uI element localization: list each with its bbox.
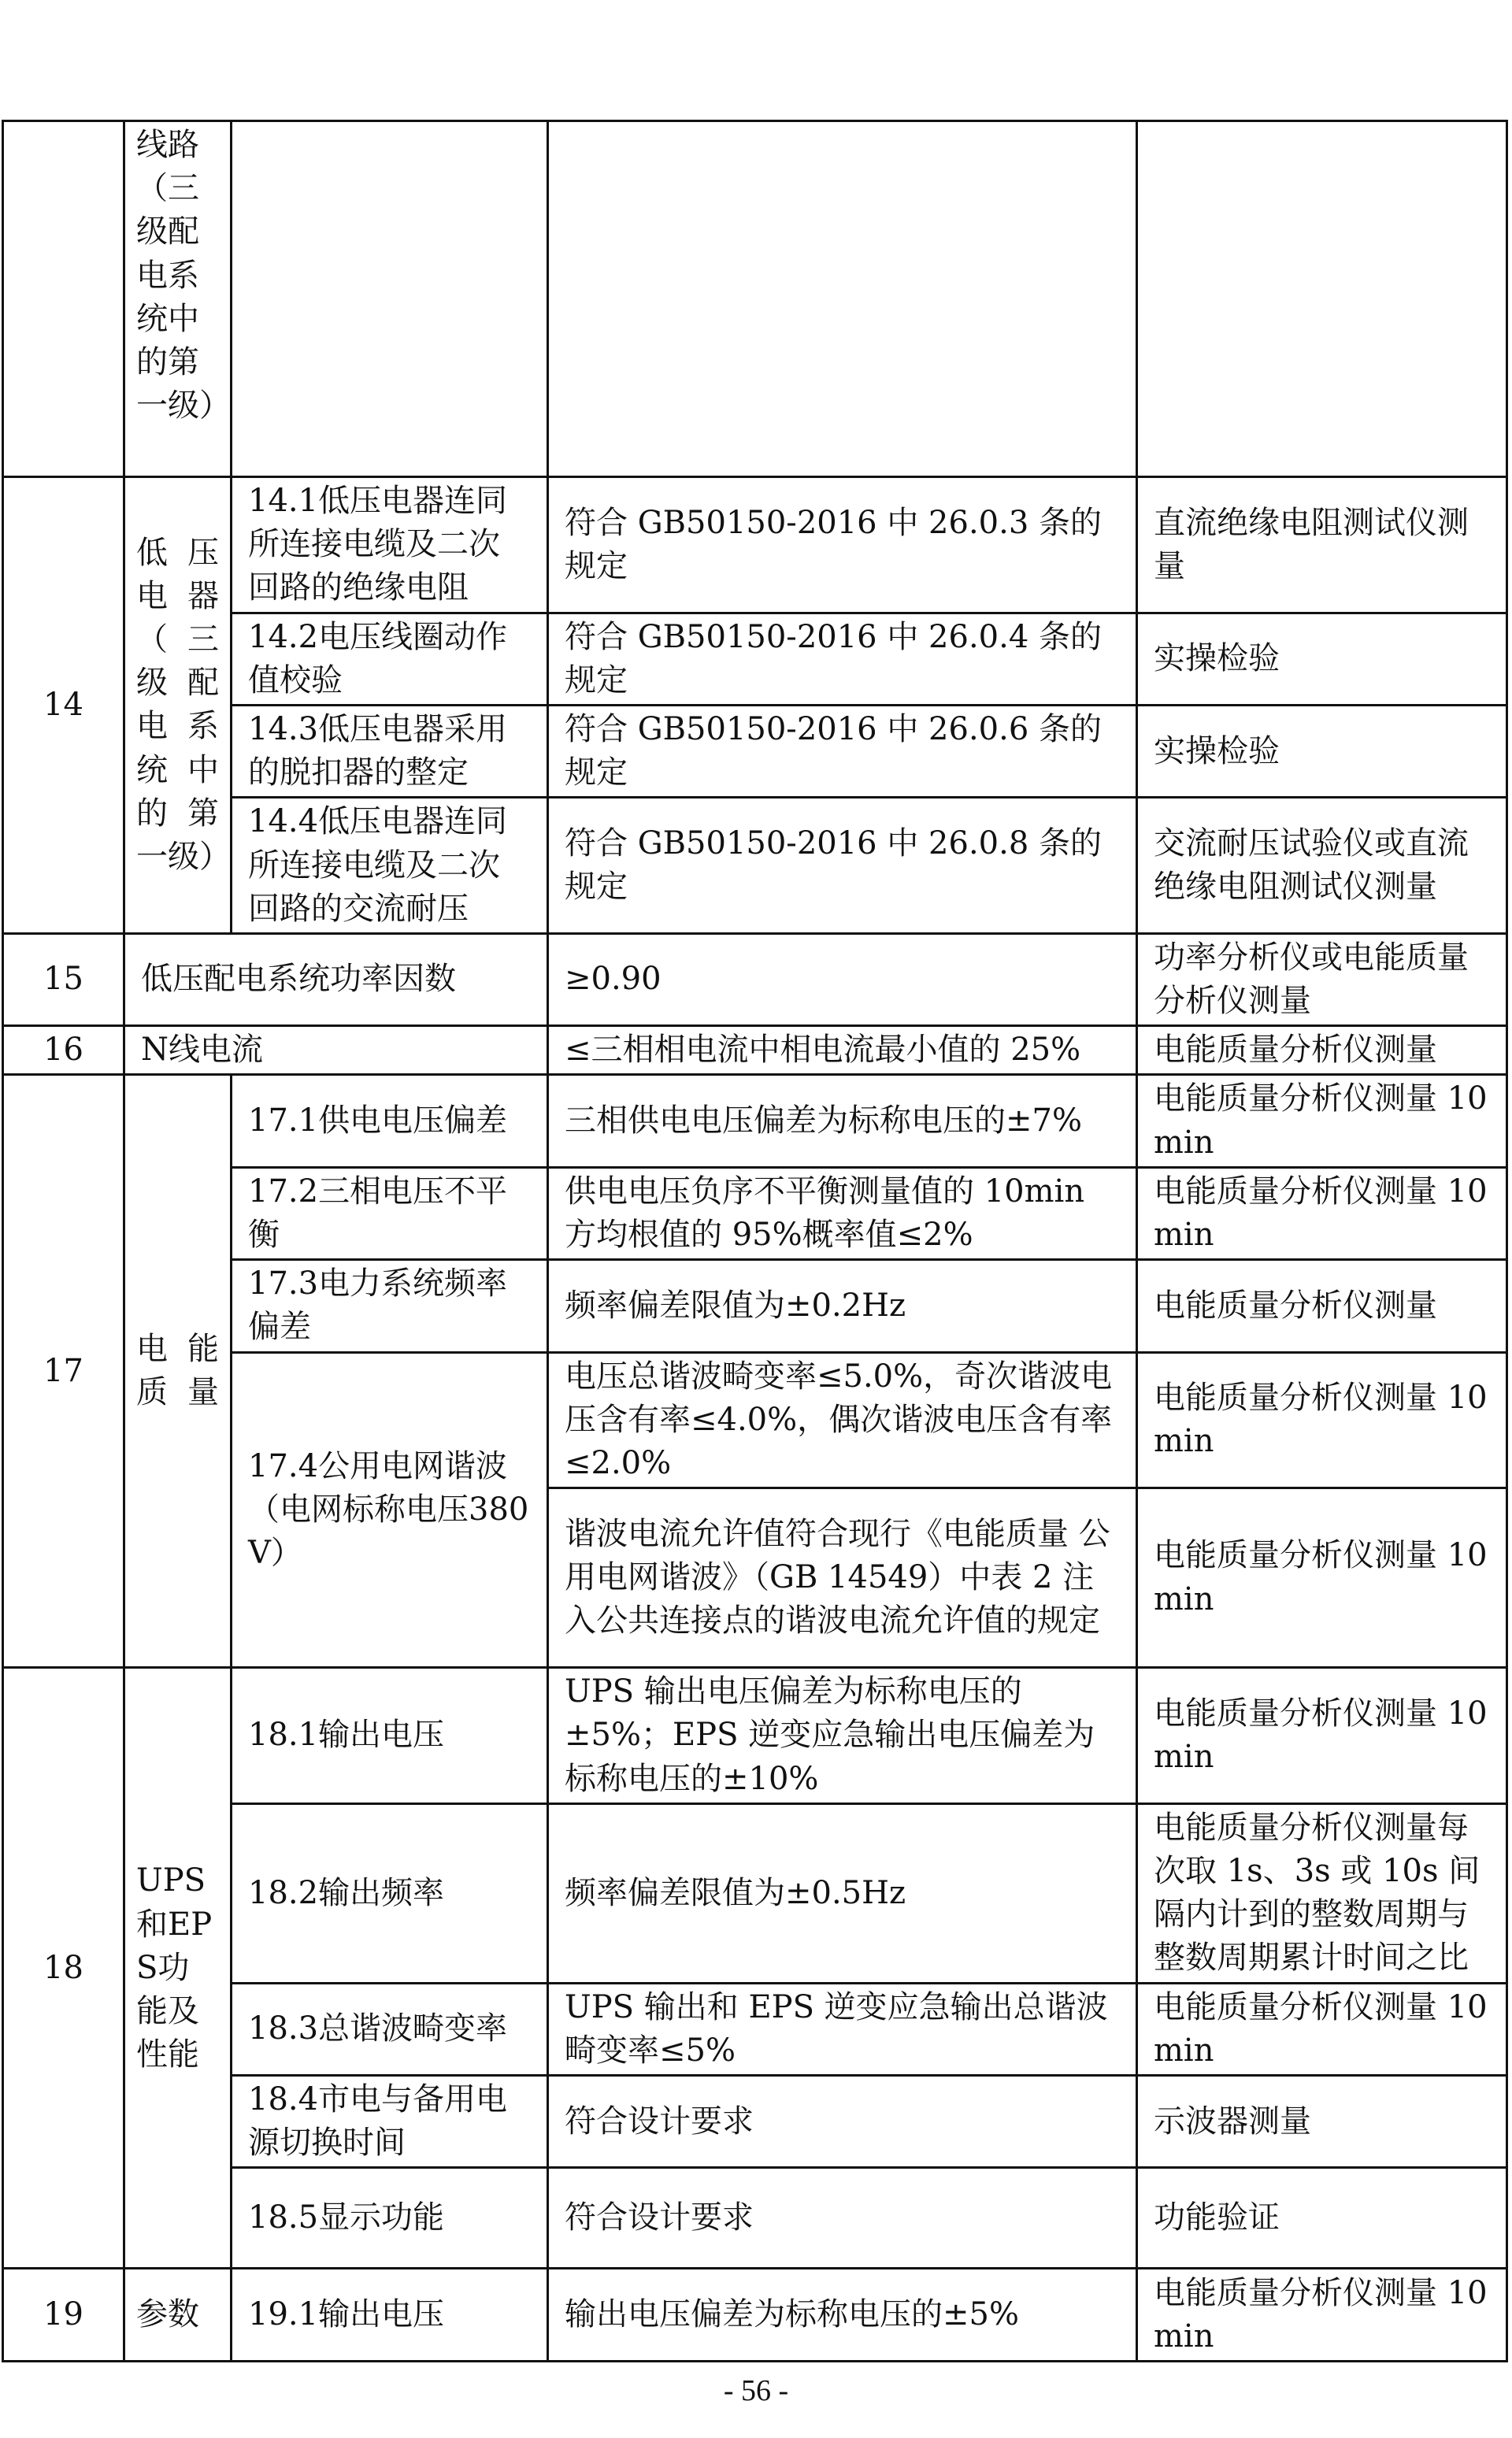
requirement-cell: 输出电压偏差为标称电压的±5% — [548, 2269, 1137, 2362]
item-cell: 17.3电力系统频率偏差 — [232, 1260, 548, 1352]
table-row — [3, 933, 1507, 1025]
method-cell: 电能质量分析仪测量 10min — [1137, 1488, 1507, 1668]
table-row — [3, 121, 1507, 477]
category-cell: 参数 — [124, 2269, 232, 2362]
table-row — [3, 477, 1507, 613]
method-cell: 功率分析仪或电能质量分析仪测量 — [1137, 933, 1507, 1025]
item-cell: 18.1输出电压 — [232, 1668, 548, 1804]
requirement-cell: 频率偏差限值为±0.2Hz — [548, 1260, 1137, 1352]
item-cell: 18.4市电与备用电源切换时间 — [232, 2076, 548, 2168]
requirement-cell: 三相供电电压偏差为标称电压的±7% — [548, 1075, 1137, 1167]
requirement-cell: 供电电压负序不平衡测量值的 10min 方均根值的 95%概率值≤2% — [548, 1167, 1137, 1259]
method-cell: 直流绝缘电阻测试仪测量 — [1137, 477, 1507, 613]
method-cell: 交流耐压试验仪或直流绝缘电阻测试仪测量 — [1137, 798, 1507, 934]
category-cell: 电能质量 — [124, 1075, 232, 1668]
method-cell: 电能质量分析仪测量 10min — [1137, 1983, 1507, 2075]
method-cell: 示波器测量 — [1137, 2076, 1507, 2168]
requirement-cell: 符合 GB50150-2016 中 26.0.4 条的规定 — [548, 613, 1137, 705]
table-row — [3, 1026, 1507, 1075]
method-cell — [1137, 121, 1507, 477]
method-cell: 电能质量分析仪测量 10min — [1137, 2269, 1507, 2362]
requirement-cell: 符合 GB50150-2016 中 26.0.3 条的规定 — [548, 477, 1137, 613]
requirement-cell: UPS 输出和 EPS 逆变应急输出总谐波畸变率≤5% — [548, 1983, 1137, 2075]
method-cell: 功能验证 — [1137, 2168, 1507, 2269]
item-cell: 18.5显示功能 — [232, 2168, 548, 2269]
item-cell: 18.3总谐波畸变率 — [232, 1983, 548, 2075]
requirement-cell: 电压总谐波畸变率≤5.0%，奇次谐波电压含有率≤4.0%，偶次谐波电压含有率≤2.0% — [548, 1352, 1137, 1488]
method-cell: 电能质量分析仪测量 10min — [1137, 1075, 1507, 1167]
requirement-cell: UPS 输出电压偏差为标称电压的±5%；EPS 逆变应急输出电压偏差为标称电压的±10% — [548, 1668, 1137, 1804]
requirement-cell: 符合 GB50150-2016 中 26.0.6 条的规定 — [548, 705, 1137, 797]
category-cell: UPS和EPS功能及性能 — [124, 1668, 232, 2269]
item-cell: N线电流 — [124, 1026, 548, 1075]
item-cell: 14.3低压电器采用的脱扣器的整定 — [232, 705, 548, 797]
method-cell: 实操检验 — [1137, 613, 1507, 705]
category-cell: 低压电器（三级配电系统中的第一级） — [124, 477, 232, 934]
table-row — [3, 2269, 1507, 2362]
row-number-cell: 18 — [3, 1668, 124, 2269]
category-cell: 线路（三级配电系统中的第一级） — [124, 121, 232, 477]
method-cell: 电能质量分析仪测量每次取 1s、3s 或 10s 间隔内计到的整数周期与整数周期累计时间之比 — [1137, 1803, 1507, 1983]
requirement-cell: ≤三相相电流中相电流最小值的 25% — [548, 1026, 1137, 1075]
item-cell: 14.4低压电器连同所连接电缆及二次回路的交流耐压 — [232, 798, 548, 934]
row-number-cell: 19 — [3, 2269, 124, 2362]
requirement-cell — [548, 121, 1137, 477]
row-number-cell: 15 — [3, 933, 124, 1025]
row-number-cell — [3, 121, 124, 477]
item-cell: 17.2三相电压不平衡 — [232, 1167, 548, 1259]
method-cell: 电能质量分析仪测量 10min — [1137, 1352, 1507, 1488]
item-cell: 18.2输出频率 — [232, 1803, 548, 1983]
item-cell: 17.1供电电压偏差 — [232, 1075, 548, 1167]
item-cell: 14.1低压电器连同所连接电缆及二次回路的绝缘电阻 — [232, 477, 548, 613]
page-number: - 56 - — [723, 2374, 789, 2407]
row-number-cell: 16 — [3, 1026, 124, 1075]
item-cell — [232, 121, 548, 477]
method-cell: 电能质量分析仪测量 — [1137, 1260, 1507, 1352]
requirement-cell: ≥0.90 — [548, 933, 1137, 1025]
requirement-cell: 符合 GB50150-2016 中 26.0.8 条的规定 — [548, 798, 1137, 934]
method-cell: 电能质量分析仪测量 10min — [1137, 1668, 1507, 1804]
method-cell: 电能质量分析仪测量 — [1137, 1026, 1507, 1075]
row-number-cell: 14 — [3, 477, 124, 934]
item-cell: 14.2电压线圈动作值校验 — [232, 613, 548, 705]
item-cell: 19.1输出电压 — [232, 2269, 548, 2362]
requirement-cell: 谐波电流允许值符合现行《电能质量 公用电网谐波》（GB 14549）中表 2 注入公共连接点的谐波电流允许值的规定 — [548, 1488, 1137, 1668]
row-number-cell: 17 — [3, 1075, 124, 1668]
item-cell: 低压配电系统功率因数 — [124, 933, 548, 1025]
table-row — [3, 1668, 1507, 1804]
method-cell: 电能质量分析仪测量 10min — [1137, 1167, 1507, 1259]
requirement-cell: 频率偏差限值为±0.5Hz — [548, 1803, 1137, 1983]
inspection-table — [2, 120, 1508, 2362]
item-cell: 17.4公用电网谐波（电网标称电压380V） — [232, 1352, 548, 1668]
requirement-cell: 符合设计要求 — [548, 2076, 1137, 2168]
method-cell: 实操检验 — [1137, 705, 1507, 797]
requirement-cell: 符合设计要求 — [548, 2168, 1137, 2269]
table-row — [3, 1075, 1507, 1167]
